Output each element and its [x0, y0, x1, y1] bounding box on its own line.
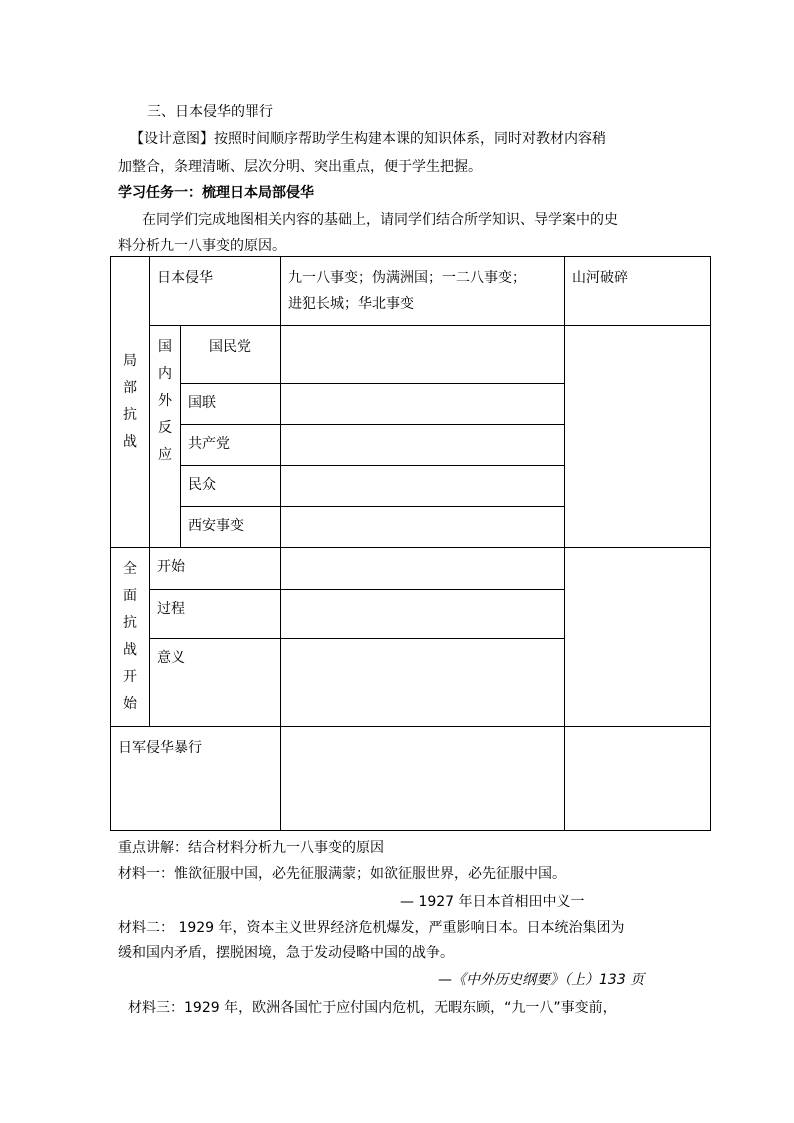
answer-cell	[281, 727, 565, 831]
answer-cell	[281, 425, 565, 466]
task-title: 学习任务一：梳理日本局部侵华	[118, 185, 314, 201]
full-war-process: 过程	[150, 589, 281, 638]
design-intent-line-2: 加整合，条理清晰、层次分明、突出重点，便于学生把握。	[118, 159, 482, 175]
answer-cell	[565, 548, 711, 727]
reaction-public: 民众	[181, 466, 281, 507]
answer-cell	[281, 326, 565, 384]
answer-cell	[281, 639, 565, 727]
material-2-line-1: 材料二： 1929 年，资本主义世界经济危机爆发，严重影响日本。日本统治集团为	[118, 920, 625, 936]
answer-cell	[281, 507, 565, 548]
full-war-label: 全面抗战开始	[111, 548, 150, 727]
reaction-kmt: 国民党	[181, 326, 281, 384]
invasion-events	[281, 257, 565, 326]
reaction-league: 国联	[181, 384, 281, 425]
section-title: 三、日本侵华的罪行	[147, 104, 273, 120]
table-row	[111, 727, 711, 831]
invasion-events-line-1: 九一八事变；伪满洲国；一二八事变；	[288, 270, 526, 286]
reaction-label: 国内外反应	[150, 326, 181, 548]
table-row	[111, 326, 711, 384]
answer-cell	[565, 326, 711, 548]
material-1-source: — 1927 年日本首相田中义一	[400, 894, 585, 910]
material-1: 材料一：惟欲征服中国，必先征服满蒙；如欲征服世界，必先征服中国。	[118, 866, 566, 882]
reaction-cpc: 共产党	[181, 425, 281, 466]
full-war-start: 开始	[150, 548, 281, 590]
answer-cell	[565, 727, 711, 831]
atrocities-label: 日军侵华暴行	[111, 727, 281, 831]
design-intent-line-1: 【设计意图】按照时间顺序帮助学生构建本课的知识体系，同时对教材内容稍	[130, 131, 606, 147]
answer-cell	[281, 384, 565, 425]
invasion-summary: 山河破碎	[565, 257, 711, 326]
reaction-xian-incident: 西安事变	[181, 507, 281, 548]
table-row-japan-invasion	[111, 257, 711, 326]
invasion-events-line-2: 进犯长城；华北事变	[288, 296, 414, 312]
material-2-line-2: 缓和国内矛盾，摆脱困境，急于发动侵略中国的战争。	[118, 945, 454, 961]
task-intro-line-2: 料分析九一八事变的原因。	[118, 238, 286, 254]
material-2-source: —《中外历史纲要》（上）133 页	[438, 972, 645, 988]
key-point: 重点讲解：结合材料分析九一八事变的原因	[118, 840, 384, 856]
task-intro-line-1: 在同学们完成地图相关内容的基础上，请同学们结合所学知识、导学案中的史	[142, 212, 618, 228]
answer-cell	[281, 548, 565, 590]
table-row	[111, 548, 711, 590]
lesson-table	[110, 256, 711, 831]
local-war-label: 局部抗战	[111, 257, 150, 548]
full-war-significance: 意义	[150, 639, 281, 727]
material-3-line-1: 材料三：1929 年，欧洲各国忙于应付国内危机，无暇东顾，“九一八”事变前，	[128, 1000, 617, 1016]
answer-cell	[281, 466, 565, 507]
answer-cell	[281, 589, 565, 638]
japan-invasion-label: 日本侵华	[150, 257, 281, 326]
